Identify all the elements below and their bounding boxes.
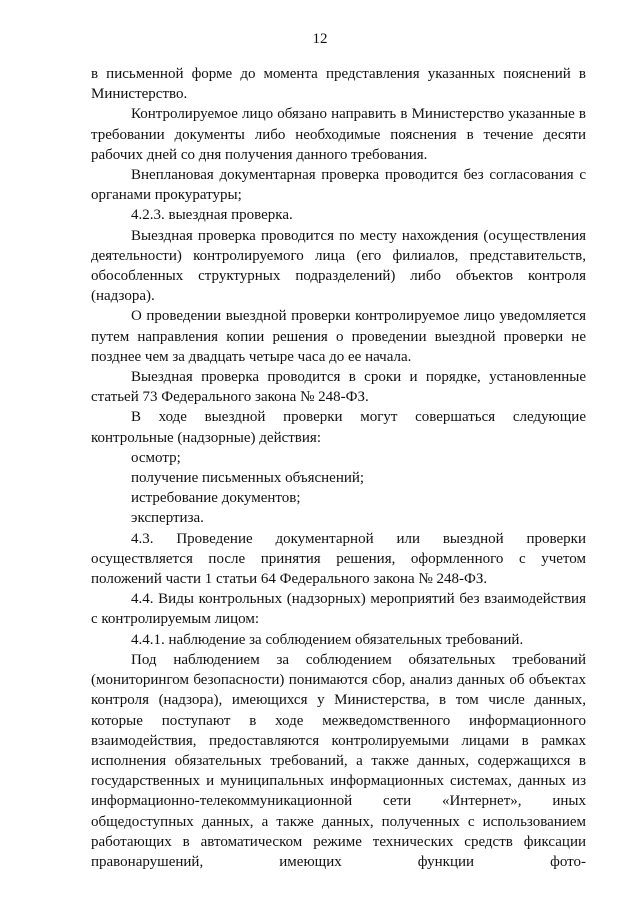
list-item: экспертиза. [131, 510, 204, 527]
document-body [91, 64, 586, 872]
paragraph: Контролируемое лицо обязано направить в Министерство указанные в требовании документы либо необходимые пояснения в течение десяти рабочих дней со дня получения данного требования. [91, 106, 586, 163]
paragraph: Выездная проверка проводится в сроки и порядке, установленные статьей 73 Федерального закона № 248-ФЗ. [91, 369, 586, 406]
paragraph: Выездная проверка проводится по месту нахождения (осуществления деятельности) контролируемого лица (его филиалов, представительств, обособленных структурных подразделений) либо объектов контроля (надзора). [91, 227, 586, 305]
paragraph: В ходе выездной проверки могут совершаться следующие контрольные (надзорные) действия: [91, 409, 586, 446]
list-item: осмотр; [131, 449, 181, 466]
paragraph: Внеплановая документарная проверка проводится без согласования с органами прокуратуры; [91, 167, 586, 204]
list-item: истребование документов; [131, 490, 301, 507]
paragraph: 4.2.3. выездная проверка. [131, 207, 293, 224]
paragraph: 4.3. Проведение документарной или выездной проверки осуществляется после принятия решения, оформленного с учетом положений части 1 статьи 64 Федерального закона № 248-ФЗ. [91, 530, 586, 588]
list-item: получение письменных объяснений; [131, 470, 365, 487]
paragraph: в письменной форме до момента представления указанных пояснений в Министерство. [91, 66, 586, 103]
paragraph: 4.4.1. наблюдение за соблюдением обязательных требований. [131, 631, 524, 648]
paragraph: 4.4. Виды контрольных (надзорных) мероприятий без взаимодействия с контролируемым лицом: [91, 591, 586, 628]
paragraph: О проведении выездной проверки контролируемое лицо уведомляется путем направления копии решения о проведении выездной проверки не позднее чем за двадцать четыре часа до ее начала. [91, 308, 586, 365]
page-number: 12 [312, 31, 328, 47]
paragraph: Под наблюдением за соблюдением обязательных требований (мониторингом безопасности) понимаются сбор, анализ данных об объектах контроля (надзора), имеющихся у Министерства, в том числе данных, которые поступают в ходе межведомственного информационного взаимодействия, предоставляются контролируемыми лицами в рамках исполнения обязательных требований, а также данных, содержащихся в государственных и муниципальных информационных системах, данных из информационно-телекоммуникационной сети «Интернет», иных общедоступных данных, а также данных, полученных с использованием работающих в автоматическом режиме технических средств фиксации правонарушений, имеющих функции фото- [91, 651, 586, 870]
